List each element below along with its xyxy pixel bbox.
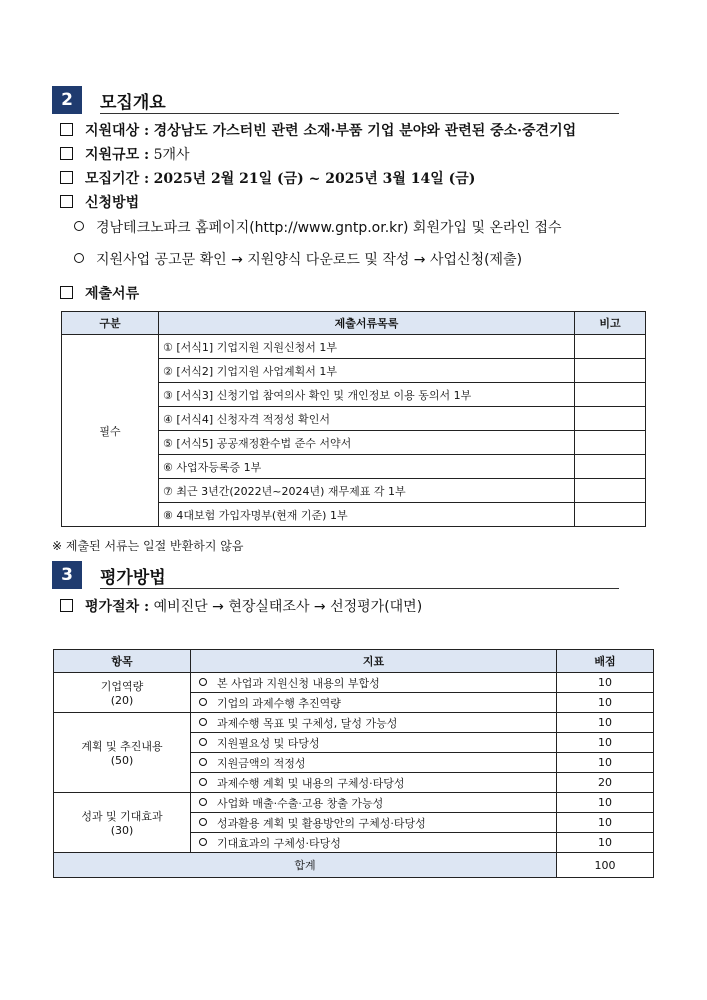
section-underline — [100, 588, 619, 589]
eval-table — [53, 649, 654, 878]
section-number: 3 — [52, 561, 82, 589]
checkbox-square-icon — [60, 599, 73, 612]
eval-header-item: 항목 — [54, 650, 191, 673]
table-row — [62, 335, 646, 359]
eval-total-score: 100 — [557, 853, 654, 878]
docs-item: ② [서식2] 기업지원 사업계획서 1부 — [159, 359, 575, 383]
eval-indicator: 본 사업과 지원신청 내용의 부합성 — [191, 673, 557, 693]
eval-indicator: 과제수행 목표 및 구체성, 달성 가능성 — [191, 713, 557, 733]
method-line: 신청방법 — [60, 193, 139, 213]
checkbox-square-icon — [60, 286, 73, 299]
docs-note-cell — [575, 407, 646, 431]
table-row — [54, 713, 654, 733]
checkbox-square-icon — [60, 195, 73, 208]
docs-category: 필수 — [62, 335, 159, 527]
docs-note-cell — [575, 479, 646, 503]
eval-score: 10 — [557, 693, 654, 713]
eval-score: 10 — [557, 813, 654, 833]
docs-header-category: 구분 — [62, 312, 159, 335]
docs-item: ⑥ 사업자등록증 1부 — [159, 455, 575, 479]
docs-note-cell — [575, 431, 646, 455]
eval-score: 20 — [557, 773, 654, 793]
eval-group: 계획 및 추진내용 (50) — [54, 713, 191, 793]
procedure-line: 평가절차 : 예비진단 → 현장실태조사 → 선정평가(대면) — [60, 597, 422, 617]
eval-indicator: 과제수행 계획 및 내용의 구체성·타당성 — [191, 773, 557, 793]
docs-note-cell — [575, 383, 646, 407]
circle-bullet-icon — [74, 221, 84, 231]
circle-bullet-icon — [199, 778, 207, 786]
section-title: 평가방법 — [100, 567, 166, 588]
scale-line: 지원규모 : 5개사 — [60, 145, 190, 165]
docs-note-cell — [575, 503, 646, 527]
section-underline — [100, 113, 619, 114]
period-line: 모집기간 : 2025년 2월 21일 (금) ~ 2025년 3월 14일 (금) — [60, 169, 475, 189]
eval-indicator: 지원금액의 적정성 — [191, 753, 557, 773]
docs-item: ④ [서식4] 신청자격 적정성 확인서 — [159, 407, 575, 431]
circle-bullet-icon — [199, 818, 207, 826]
eval-indicator: 성과활용 계획 및 활용방안의 구체성·타당성 — [191, 813, 557, 833]
section-title: 모집개요 — [100, 92, 166, 113]
eval-group: 성과 및 기대효과 (30) — [54, 793, 191, 853]
docs-footnote: ※ 제출된 서류는 일절 반환하지 않음 — [52, 539, 244, 553]
table-row — [54, 853, 654, 878]
circle-bullet-icon — [199, 758, 207, 766]
docs-item: ③ [서식3] 신청기업 참여의사 확인 및 개인정보 이용 동의서 1부 — [159, 383, 575, 407]
eval-score: 10 — [557, 833, 654, 853]
eval-group: 기업역량 (20) — [54, 673, 191, 713]
checkbox-square-icon — [60, 171, 73, 184]
eval-total-label: 합계 — [54, 853, 557, 878]
circle-bullet-icon — [74, 253, 84, 263]
docs-item: ⑧ 4대보험 가입자명부(현재 기준) 1부 — [159, 503, 575, 527]
eval-header-score: 배점 — [557, 650, 654, 673]
eval-header-indicator: 지표 — [191, 650, 557, 673]
method-item: 경남테크노파크 홈페이지(http://www.gntp.or.kr) 회원가입 및 온라인 접수 — [74, 218, 562, 238]
section-2-header — [52, 86, 166, 114]
docs-header-list: 제출서류목록 — [159, 312, 575, 335]
circle-bullet-icon — [199, 838, 207, 846]
eval-indicator: 기업의 과제수행 추진역량 — [191, 693, 557, 713]
docs-item: ⑦ 최근 3년간(2022년~2024년) 재무제표 각 1부 — [159, 479, 575, 503]
docs-item: ⑤ [서식5] 공공재정환수법 준수 서약서 — [159, 431, 575, 455]
table-row — [54, 793, 654, 813]
eval-score: 10 — [557, 753, 654, 773]
circle-bullet-icon — [199, 678, 207, 686]
eval-indicator: 기대효과의 구체성·타당성 — [191, 833, 557, 853]
target-line: 지원대상 : 경상남도 가스터빈 관련 소재·부품 기업 분야와 관련된 중소·중견기업 — [60, 121, 576, 141]
checkbox-square-icon — [60, 147, 73, 160]
docs-table — [61, 311, 646, 527]
checkbox-square-icon — [60, 123, 73, 136]
docs-note-cell — [575, 359, 646, 383]
section-3-header — [52, 561, 166, 589]
docs-item: ① [서식1] 기업지원 지원신청서 1부 — [159, 335, 575, 359]
section-number: 2 — [52, 86, 82, 114]
docs-note-cell — [575, 335, 646, 359]
circle-bullet-icon — [199, 798, 207, 806]
eval-score: 10 — [557, 713, 654, 733]
eval-score: 10 — [557, 733, 654, 753]
docs-header-note: 비고 — [575, 312, 646, 335]
table-row — [54, 673, 654, 693]
eval-indicator: 지원필요성 및 타당성 — [191, 733, 557, 753]
circle-bullet-icon — [199, 738, 207, 746]
docs-note-cell — [575, 455, 646, 479]
eval-score: 10 — [557, 793, 654, 813]
docs-line: 제출서류 — [60, 284, 139, 304]
circle-bullet-icon — [199, 698, 207, 706]
circle-bullet-icon — [199, 718, 207, 726]
method-item: 지원사업 공고문 확인 → 지원양식 다운로드 및 작성 → 사업신청(제출) — [74, 250, 522, 270]
eval-score: 10 — [557, 673, 654, 693]
eval-indicator: 사업화 매출·수출·고용 창출 가능성 — [191, 793, 557, 813]
